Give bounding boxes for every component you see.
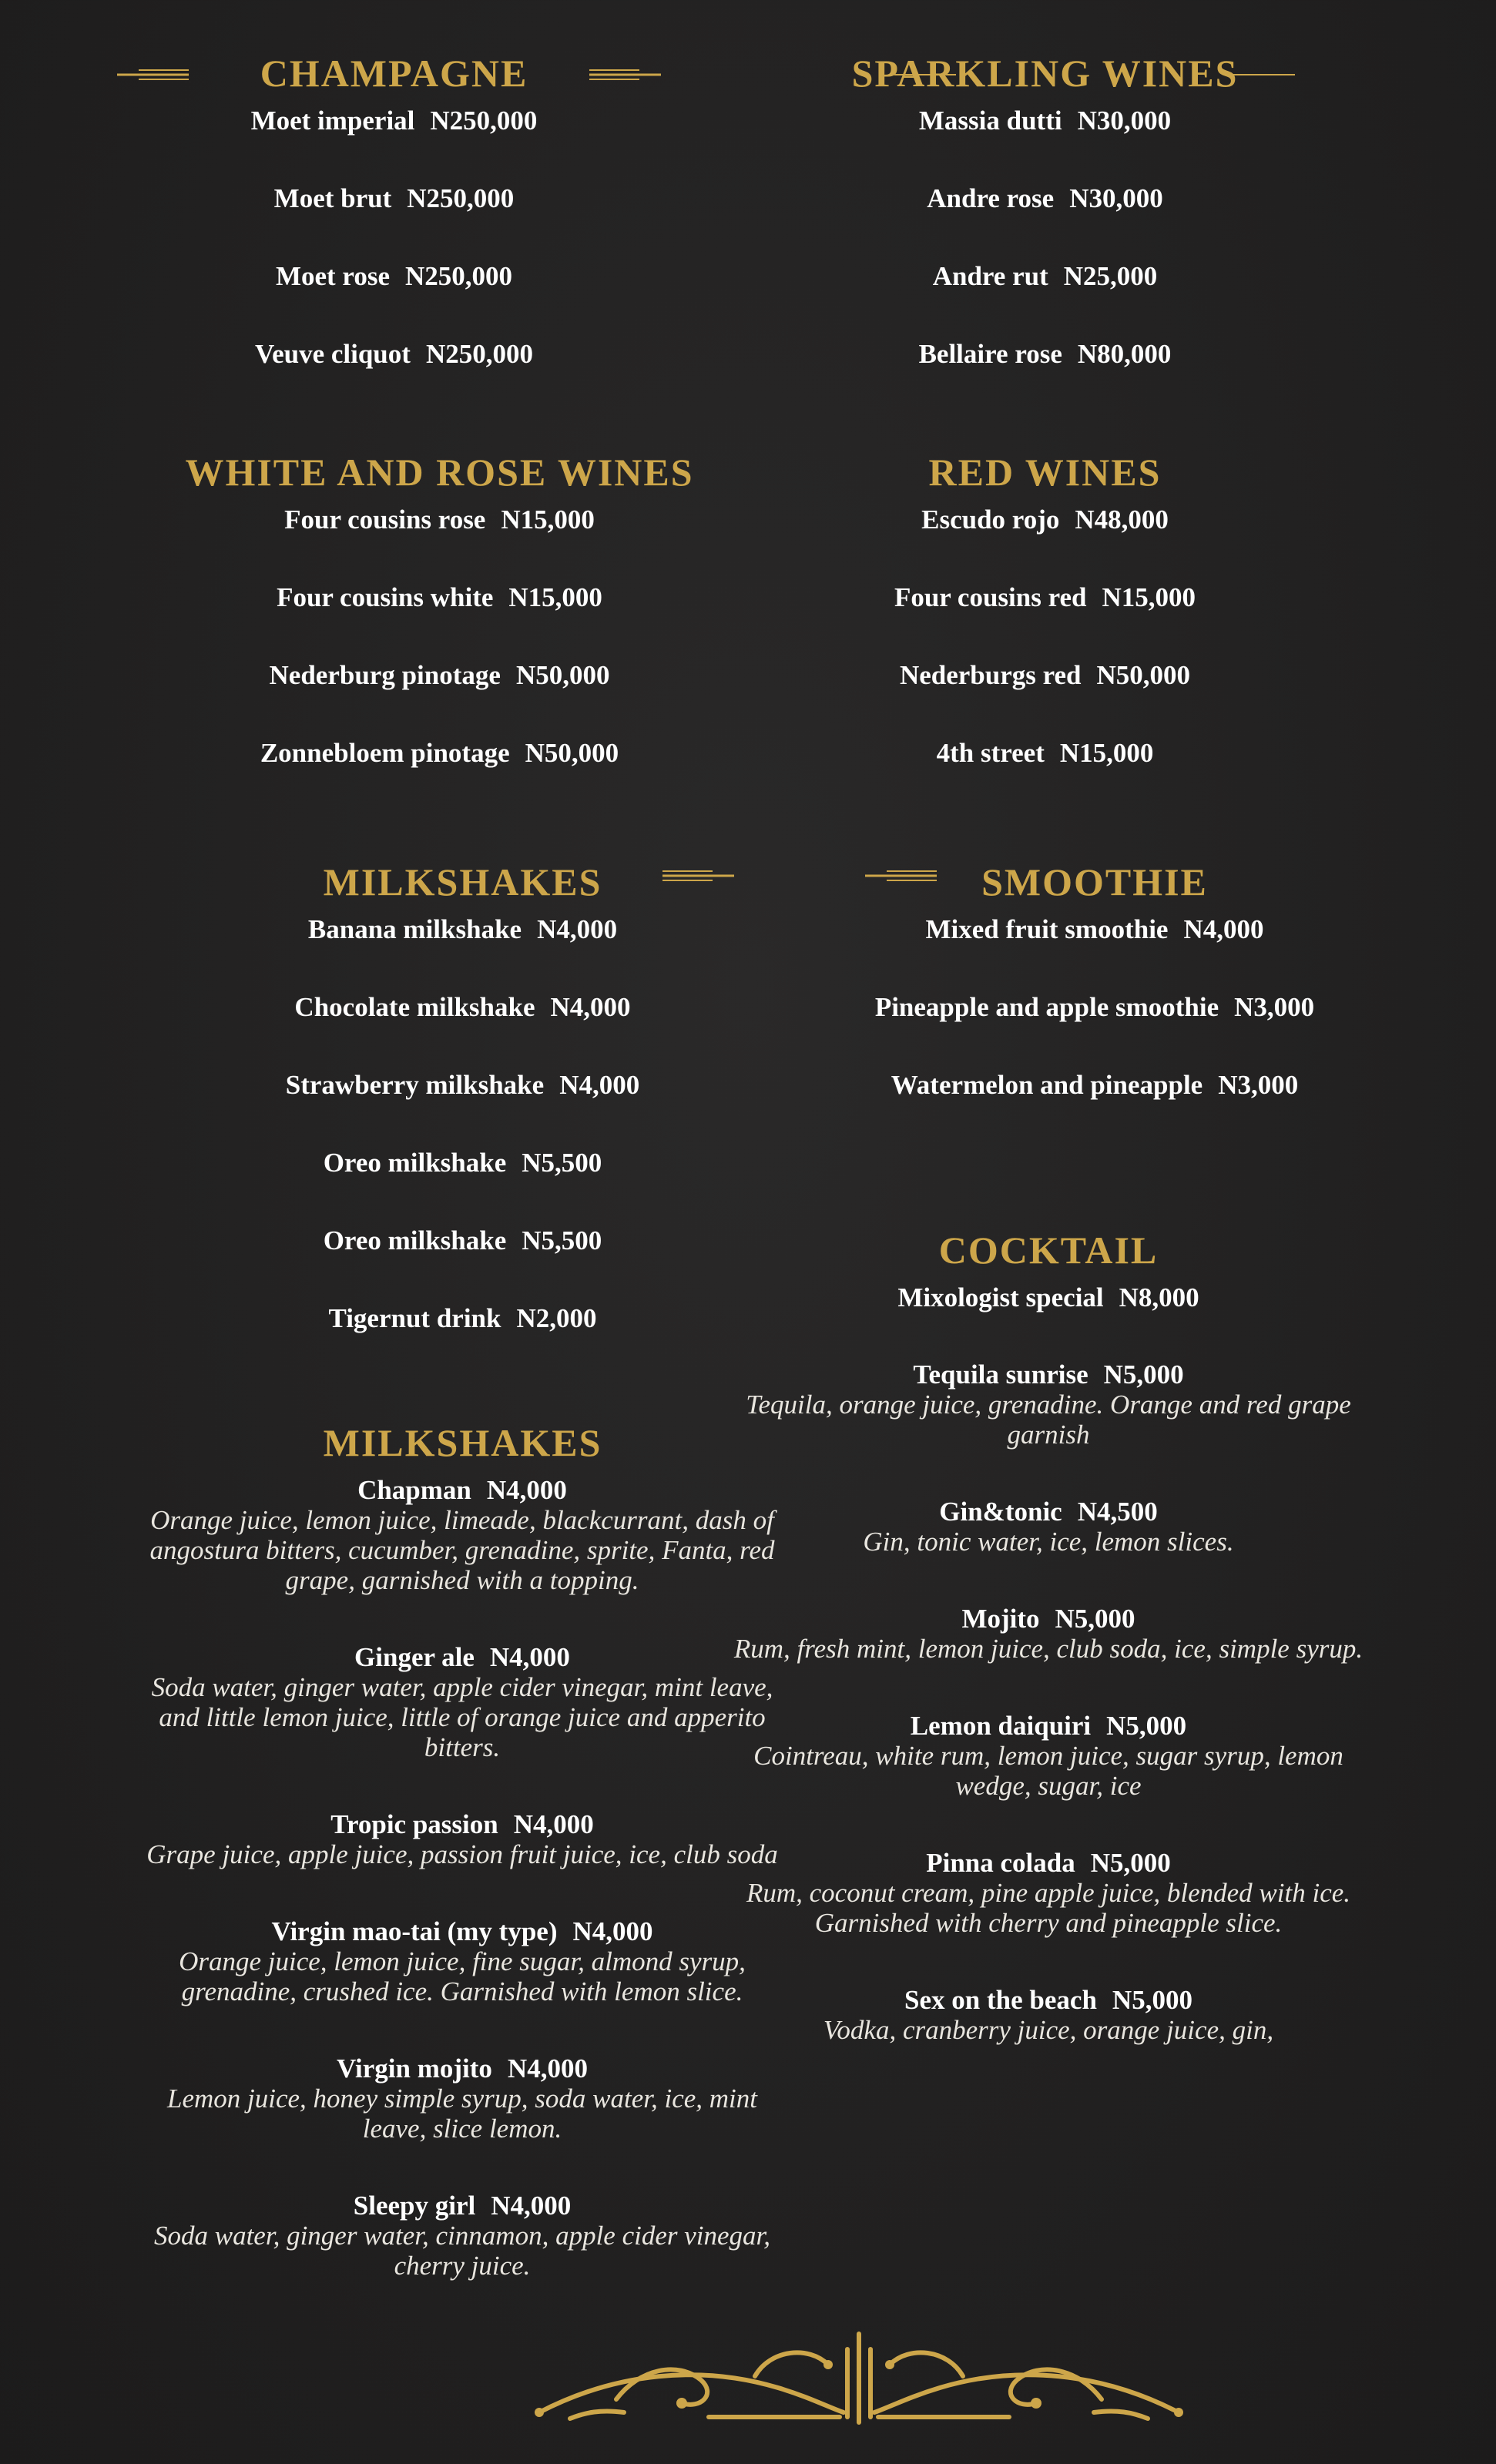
item-description: Rum, fresh mint, lemon juice, club soda, ice, simple syrup. bbox=[733, 1634, 1364, 1664]
item-description: Soda water, ginger water, apple cider vinegar, mint leave, and little lemon juice, little of orange juice and apperito bitters. bbox=[151, 1672, 773, 1762]
menu-item: Banana milkshake N4,000 bbox=[307, 914, 618, 944]
item-description: Lemon juice, honey simple syrup, soda water, ice, mint leave, slice lemon. bbox=[166, 2084, 757, 2144]
white-rose-section bbox=[0, 445, 748, 816]
item-description: Cointreau, white rum, lemon juice, sugar syrup, lemon wedge, sugar, ice bbox=[753, 1741, 1343, 1801]
menu-item: Moet imperial N250,000 bbox=[250, 106, 538, 136]
menu-item: Escudo rojo N48,000 bbox=[921, 505, 1169, 535]
menu-item: Moet rose N250,000 bbox=[275, 261, 513, 291]
menu-item: Nederburgs red N50,000 bbox=[899, 660, 1191, 690]
menu-item: Mixed fruit smoothie N4,000 bbox=[925, 914, 1264, 944]
red-wines-section bbox=[671, 445, 1419, 816]
menu-item: Nederburg pinotage N50,000 bbox=[269, 660, 610, 690]
menu-item: Moet brut N250,000 bbox=[273, 183, 515, 213]
menu-item: 4th street N15,000 bbox=[936, 738, 1154, 768]
menu-item: Four cousins rose N15,000 bbox=[284, 505, 595, 535]
item-description: Orange juice, lemon juice, fine sugar, almond syrup, grenadine, crushed ice. Garnished with lemon slice. bbox=[179, 1946, 746, 2006]
menu-item: Chocolate milkshake N4,000 bbox=[294, 992, 631, 1022]
item-description: Soda water, ginger water, cinnamon, apple cider vinegar, cherry juice. bbox=[153, 2221, 771, 2281]
menu-item: Pinna colada N5,000 Rum, coconut cream, pine apple juice, blended with ice. Garnished with cherry and pineapple slice. bbox=[717, 1849, 1380, 1938]
menu-item: Massia dutti N30,000 bbox=[918, 106, 1172, 136]
menu-item: Four cousins white N15,000 bbox=[277, 582, 602, 612]
menu-item: Chapman N4,000 Orange juice, lemon juice, limeade, blackcurrant, dash of angostura bitters, cucumber, grenadine, sprite, Fanta, red grape, garnished with a topping. bbox=[131, 1476, 793, 1595]
menu-item: Mixologist special N8,000 bbox=[897, 1282, 1199, 1312]
menu-item: Strawberry milkshake N4,000 bbox=[285, 1070, 640, 1100]
menu-item: Sex on the beach N5,000 Vodka, cranberry juice, orange juice, gin, bbox=[717, 1986, 1380, 2045]
menu-item: Tigernut drink N2,000 bbox=[328, 1303, 597, 1333]
item-description: Grape juice, apple juice, passion fruit juice, ice, club soda bbox=[146, 1839, 778, 1869]
left-flourish-icon bbox=[116, 63, 189, 86]
section-title: MILKSHAKES bbox=[323, 1421, 602, 1464]
menu-item: Andre rose N30,000 bbox=[927, 183, 1163, 213]
section-title: COCKTAIL bbox=[938, 1229, 1159, 1272]
right-column bbox=[733, 0, 1496, 2464]
item-description: Rum, coconut cream, pine apple juice, blended with ice. Garnished with cherry and pineapple slice. bbox=[746, 1878, 1351, 1938]
sparkling-section bbox=[671, 46, 1419, 417]
strike-flourish-icon bbox=[894, 64, 1295, 85]
item-description: Tequila, orange juice, grenadine. Orange and red grape garnish bbox=[746, 1390, 1351, 1450]
section-title: SPARKLING WINES bbox=[851, 52, 1239, 95]
item-description: Vodka, cranberry juice, orange juice, gin, bbox=[823, 2015, 1274, 2045]
item-description: Gin, tonic water, ice, lemon slices. bbox=[863, 1527, 1234, 1557]
menu-item: Lemon daiquiri N5,000 Cointreau, white rum, lemon juice, sugar syrup, lemon wedge, sugar, ice bbox=[717, 1711, 1380, 1801]
menu-item: Virgin mojito N4,000 Lemon juice, honey simple syrup, soda water, ice, mint leave, slice lemon. bbox=[131, 2054, 793, 2144]
item-description: Orange juice, lemon juice, limeade, blackcurrant, dash of angostura bitters, cucumber, grenadine, sprite, Fanta, red grape, garnished with a topping. bbox=[149, 1505, 775, 1595]
menu-item: Sleepy girl N4,000 Soda water, ginger water, cinnamon, apple cider vinegar, cherry juice. bbox=[131, 2191, 793, 2281]
menu-item: Andre rut N25,000 bbox=[932, 261, 1158, 291]
cocktail-section bbox=[663, 1223, 1434, 2093]
section-title: MILKSHAKES bbox=[323, 860, 602, 903]
menu-item: Four cousins red N15,000 bbox=[894, 582, 1196, 612]
section-title: CHAMPAGNE bbox=[260, 52, 528, 95]
menu-item: Pineapple and apple smoothie N3,000 bbox=[874, 992, 1315, 1022]
menu-item: Ginger ale N4,000 Soda water, ginger water, apple cider vinegar, mint leave, and little lemon juice, little of orange juice and apperito bitters. bbox=[131, 1643, 793, 1762]
smoothie-section bbox=[671, 855, 1496, 1148]
menu-item: Gin&tonic N4,500 Gin, tonic water, ice, lemon slices. bbox=[717, 1497, 1380, 1557]
menu-item: Mojito N5,000 Rum, fresh mint, lemon juice, club soda, ice, simple syrup. bbox=[717, 1604, 1380, 1664]
section-title: RED WINES bbox=[928, 451, 1162, 494]
menu-item: Watermelon and pineapple N3,000 bbox=[891, 1070, 1299, 1100]
menu-item: Bellaire rose N80,000 bbox=[918, 339, 1172, 369]
section-title: WHITE AND ROSE WINES bbox=[185, 451, 694, 494]
menu-item: Tequila sunrise N5,000 Tequila, orange juice, grenadine. Orange and red grape garnish bbox=[717, 1360, 1380, 1450]
menu-item: Zonnebloem pinotage N50,000 bbox=[260, 738, 619, 768]
gold-ornament-icon bbox=[524, 2326, 1194, 2430]
menu-item: Veuve cliquot N250,000 bbox=[255, 339, 533, 369]
section-title: SMOOTHIE bbox=[981, 860, 1208, 903]
menu-item: Oreo milkshake N5,500 bbox=[323, 1225, 602, 1255]
menu-item: Oreo milkshake N5,500 bbox=[323, 1148, 602, 1178]
menu-item: Virgin mao-tai (my type) N4,000 Orange juice, lemon juice, fine sugar, almond syrup, grenadine, crushed ice. Garnished with lemon slice. bbox=[131, 1917, 793, 2006]
menu-item: Tropic passion N4,000 Grape juice, apple juice, passion fruit juice, ice, club soda bbox=[131, 1810, 793, 1869]
right-flourish-icon bbox=[589, 63, 662, 86]
